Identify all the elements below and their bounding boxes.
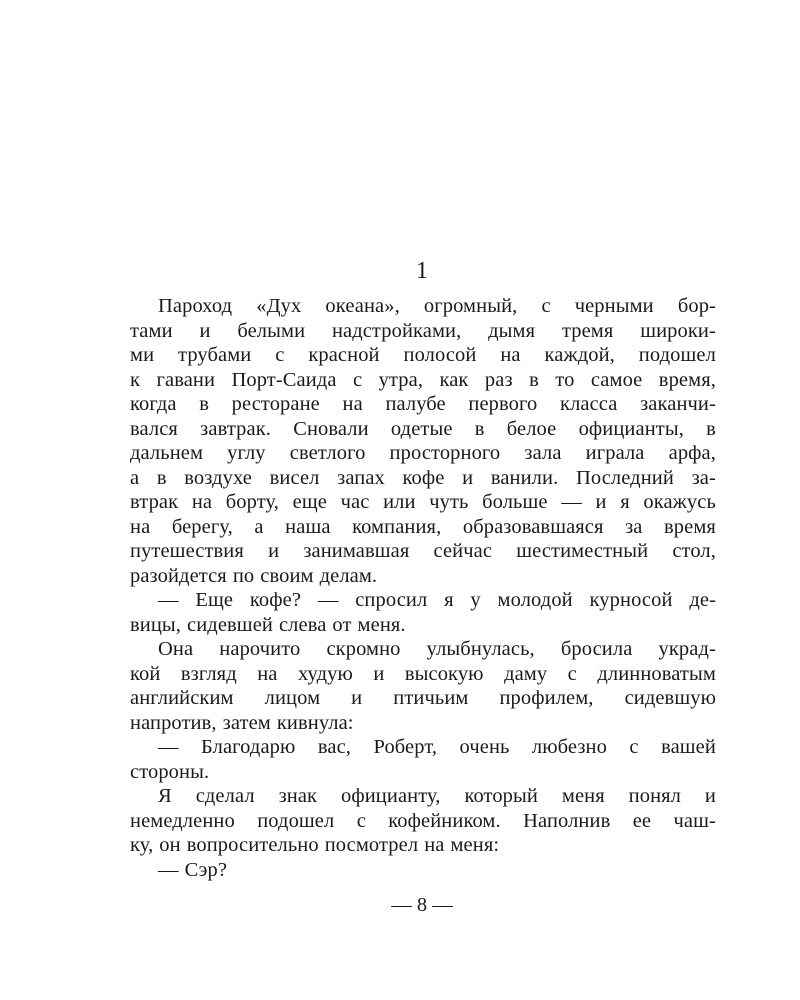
word: лицом (264, 687, 321, 709)
word: высокую (404, 662, 484, 685)
text-line (130, 441, 716, 466)
word: знак (278, 785, 318, 807)
word: просторного (389, 442, 501, 464)
word: тремя (561, 319, 614, 342)
word: Роберт, (373, 736, 438, 758)
word: вашей (661, 736, 716, 758)
word: завтрак. (200, 417, 271, 440)
word: сидевшую (624, 687, 716, 709)
word: и (373, 662, 385, 685)
word: вицы, (130, 613, 182, 636)
text-line (130, 613, 716, 638)
word: играла (585, 442, 645, 464)
word: белыми (237, 319, 306, 342)
word: на (191, 491, 213, 513)
word: который (464, 785, 538, 807)
word: профилем, (499, 687, 594, 709)
text-line (130, 662, 716, 687)
word: де- (689, 589, 716, 611)
word: кофе (402, 466, 445, 489)
word: официанты, (578, 417, 684, 440)
word: океана», (325, 295, 400, 317)
word: на (130, 515, 151, 538)
word: молодой (497, 589, 573, 611)
word: ее (632, 809, 652, 832)
word: Еще (195, 589, 234, 611)
word: борту, (225, 491, 280, 513)
word: — (561, 491, 582, 513)
word: класса (560, 393, 618, 415)
word: кофе? (249, 589, 302, 611)
word: украд- (658, 638, 716, 660)
word: и (595, 491, 607, 513)
word: или (383, 491, 416, 513)
word: курносой (589, 589, 673, 611)
word: наша (285, 515, 331, 538)
word: углу (227, 442, 266, 464)
word: я (444, 589, 454, 611)
word: путешествия (130, 540, 244, 562)
word: втрак (130, 491, 179, 513)
word: птичьим (393, 687, 469, 709)
word: как (439, 368, 469, 391)
word: улыбнулась, (426, 638, 535, 660)
word: на (424, 834, 445, 856)
text-line (130, 760, 716, 785)
word: сейчас (433, 540, 493, 562)
text-line (130, 368, 716, 393)
text-line (130, 735, 716, 760)
word: меня: (450, 834, 500, 856)
word: Наполнив (523, 809, 611, 832)
word: Я (158, 785, 172, 807)
word: раз (484, 368, 513, 391)
word: худую (297, 662, 353, 685)
word: кивнула: (276, 711, 354, 734)
word: официанту, (341, 785, 441, 807)
text-line (130, 711, 716, 736)
word: еще (292, 491, 327, 513)
word: полосой (403, 344, 477, 366)
word: в (199, 393, 210, 415)
word: спросил (355, 589, 428, 611)
text-line (130, 637, 716, 662)
word: с (275, 344, 285, 366)
word: Она (158, 638, 194, 660)
text-line (130, 466, 716, 491)
word: заканчи- (640, 393, 716, 415)
word: на (500, 344, 521, 366)
word: в (474, 417, 485, 440)
word: дальнем (130, 442, 204, 464)
word: с (541, 295, 551, 317)
word: зала (524, 442, 562, 464)
word: за- (691, 466, 716, 489)
text-line (130, 515, 716, 540)
word: черными (574, 295, 654, 317)
text-line (130, 392, 716, 417)
word: на (342, 393, 363, 415)
word: запах (337, 466, 385, 489)
word: к (130, 368, 141, 391)
word: и (704, 785, 716, 807)
word: тами (130, 319, 173, 342)
text-line (130, 564, 716, 589)
word: время, (658, 368, 716, 391)
word: и (462, 466, 474, 489)
word: образовавшаяся (462, 515, 604, 538)
word: английским (130, 687, 234, 709)
word: кой (130, 662, 161, 685)
word: воздухе (184, 466, 253, 489)
word: Благодарю (201, 736, 296, 758)
word: нарочито (219, 638, 301, 660)
word: светлого (289, 442, 366, 464)
word: от (332, 613, 352, 636)
word: с (356, 809, 366, 832)
word: компания, (352, 515, 442, 538)
word: любезно (531, 736, 607, 758)
word: а (130, 466, 140, 489)
text-line (130, 539, 716, 564)
word: белое (506, 417, 557, 440)
word: ку, (130, 834, 154, 856)
word: каждой, (544, 344, 615, 366)
word: шестиместный (516, 540, 649, 562)
word: он (159, 834, 181, 856)
word: дымя (488, 319, 536, 342)
text-line (130, 343, 716, 368)
word: — (158, 858, 179, 881)
word: чаш- (673, 809, 716, 832)
text-line (130, 490, 716, 515)
word: делам. (319, 564, 378, 587)
word: время (664, 515, 716, 538)
word: длинноватым (597, 662, 716, 685)
word: окажусь (643, 491, 716, 513)
text-line (130, 417, 716, 442)
word: своим (260, 564, 314, 587)
word: трубами (178, 344, 252, 366)
text-line (130, 319, 716, 344)
word: меня. (357, 613, 406, 636)
word: надстройками, (331, 319, 462, 342)
word: самое (590, 368, 643, 391)
text-line (130, 686, 716, 711)
word: час (340, 491, 370, 513)
word: разойдется (130, 564, 227, 587)
word: арфа, (668, 442, 716, 464)
word: когда (130, 393, 177, 415)
word: даму (504, 662, 548, 685)
word: с (352, 368, 363, 391)
word: бор- (677, 295, 716, 317)
word: висел (269, 466, 320, 489)
word: сидевшей (187, 613, 273, 636)
word: «Дух (256, 295, 302, 317)
text-line (130, 833, 716, 858)
word: и (199, 319, 211, 342)
word: за (625, 515, 643, 538)
word: очень (459, 736, 510, 758)
word: Сэр? (184, 858, 228, 881)
chapter-number: 1 (416, 258, 428, 284)
word: — (158, 736, 179, 758)
word: по (232, 564, 255, 587)
word: и (351, 687, 363, 709)
word: Сновали (293, 417, 369, 440)
word: напротив, (130, 711, 217, 734)
word: ресторане (231, 393, 320, 415)
word: а (254, 515, 264, 538)
word: кофейником. (388, 809, 501, 832)
word: бросила (560, 638, 633, 660)
word: красной (308, 344, 380, 366)
word: то (555, 368, 575, 391)
body-text (130, 294, 716, 882)
word: ми (130, 344, 155, 366)
word: — (317, 589, 339, 611)
word: больше (482, 491, 548, 513)
word: Пароход (158, 295, 233, 317)
word: подошел (638, 344, 716, 366)
word: с (629, 736, 639, 758)
word: меня (561, 785, 605, 807)
word: скромно (326, 638, 401, 660)
word: первого (468, 393, 538, 415)
text-line (130, 858, 716, 883)
word: Порт-Саида (231, 368, 337, 391)
word: ванили. (490, 466, 559, 489)
word: понял (628, 785, 682, 807)
word: немедленно (130, 809, 235, 832)
word: занимавшая (303, 540, 410, 562)
text-line (130, 809, 716, 834)
page-number: — 8 — (391, 894, 453, 916)
word: утра, (378, 368, 424, 391)
word: посмотрел (324, 834, 419, 856)
word: у (470, 589, 481, 611)
word: в (156, 466, 167, 489)
word: гавани (156, 368, 216, 391)
word: и (268, 540, 280, 562)
word: я (620, 491, 630, 513)
word: — (158, 589, 179, 611)
word: одетые (390, 417, 453, 440)
word: вас, (317, 736, 352, 758)
word: в (706, 417, 716, 440)
text-line (130, 588, 716, 613)
word: вался (130, 417, 178, 440)
word: вопросительно (186, 834, 319, 856)
word: подошел (257, 809, 335, 832)
word: стол, (672, 540, 716, 562)
word: сделал (195, 785, 255, 807)
word: чуть (429, 491, 469, 513)
word: огромный, (423, 295, 518, 317)
word: палубе (385, 393, 446, 415)
word: взгляд (180, 662, 237, 685)
word: на (257, 662, 278, 685)
word: слева (278, 613, 327, 636)
word: широки- (640, 319, 716, 342)
word: стороны. (130, 760, 210, 783)
word: с (567, 662, 577, 685)
text-line (130, 294, 716, 319)
word: затем (222, 711, 271, 734)
word: берегу, (171, 515, 233, 538)
word: Последний (575, 466, 674, 489)
text-line (130, 784, 716, 809)
word: в (529, 368, 539, 391)
